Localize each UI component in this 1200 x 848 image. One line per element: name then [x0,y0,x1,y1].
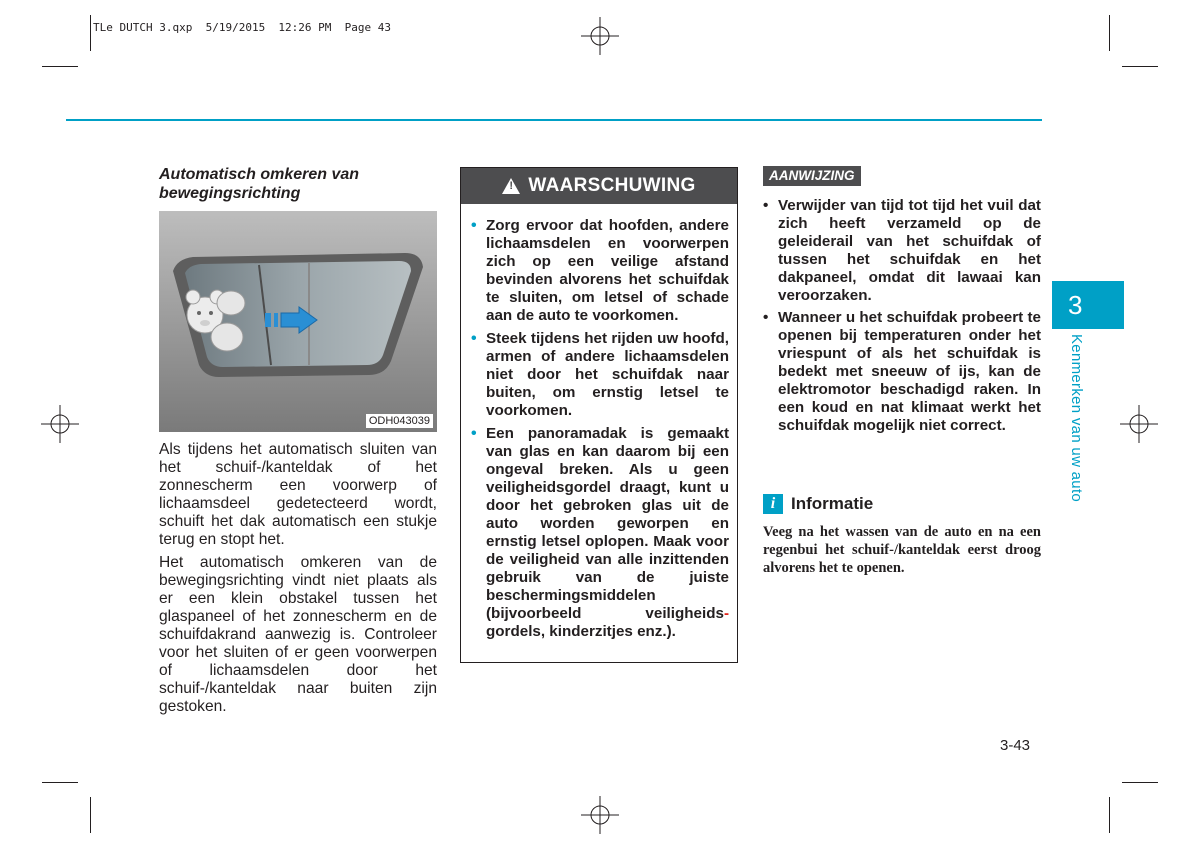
info-text: Veeg na het wassen van de auto en na een regenbui het schuif-/kanteldak eerst droog alvorens het te openen. [763,524,1041,576]
note-item: • Verwijder van tijd tot tijd het vuil dat zich heeft verzameld op de geleiderail van het schuifdak of tussen het schuifdak en het dakpaneel, omdat dit lawaai kan veroorzaken. [763,197,1041,305]
image-code: ODH043039 [366,414,433,428]
warning-list [461,204,737,641]
crop-mark [1122,782,1158,783]
sunroof-photo [159,211,437,432]
note-item: • Wanneer u het schuifdak probeert te openen bij temperaturen onder het vriespunt of als het schuifdak is bedekt met sneeuw of ijs, kan de elektromotor beschadigd raken. In een koud en nat klimaat werkt het schuifdak mogelijk niet correct. [763,309,1041,435]
warning-item: • Zorg ervoor dat hoofden, andere lichaamsdelen en voorwerpen zich op een veilige afstand bevinden alvorens het schuifdak te sluiten, om letsel of schade aan de auto te voorkomen. [469,217,729,325]
warning-title: WAARSCHUWING [528,175,696,196]
crop-mark [1109,797,1110,833]
registration-mark-icon [41,405,79,443]
chapter-number: 3 [1068,289,1083,320]
warning-box [460,167,738,663]
warning-triangle-icon: ! [502,178,520,194]
section-subtitle: Automatisch omkeren van bewegingsrichting [159,166,360,202]
note-label: AANWIJZING [763,166,861,186]
warning-header [461,168,737,204]
crop-mark [1122,66,1158,67]
print-slug: TLe DUTCH 3.qxp 5/19/2015 12:26 PM Page 43 [93,21,392,34]
chapter-label: Kenmerken van uw auto [1068,334,1085,503]
hyphen-mark: - [723,605,729,622]
note-list [763,197,1041,439]
info-header [763,494,873,514]
warning-item: • Een panoramadak is gemaakt van glas en kan daarom bij een ongeval breken. Als u geen veiligheidsgordel draagt, kunt u door het gebroken glas uit de auto worden geworpen en ernstig letsel oplopen. Maak voor de veiligheid van alle inzittenden gebruik van de juiste beschermingsmiddelen (bijvoorbeeld veiligheids- gordels, kinderzitjes enz.). [469,425,729,641]
chapter-tab [1052,281,1124,329]
crop-mark [90,797,91,833]
warning-item: • Steek tijdens het rijden uw hoofd, armen of andere lichaamsdelen niet door het schuifdak naar buiten, om ernstig letsel te voorkomen. [469,330,729,420]
sunroof-illustration [159,211,437,432]
info-icon: i [763,494,783,514]
crop-mark [1109,15,1110,51]
body-paragraph: Als tijdens het automatisch sluiten van het schuif-/kanteldak of het zonnescherm een voorwerp of lichaamsdeel gedetecteerd wordt, schuift het dak automatisch een stukje terug en stopt het. [159,441,437,548]
crop-mark [42,66,78,67]
page-number: 3-43 [1000,737,1031,754]
registration-mark-icon [581,796,619,834]
registration-mark-icon [581,17,619,55]
info-title: Informatie [791,494,874,513]
header-rule [66,119,1042,121]
crop-mark [42,782,78,783]
crop-mark [90,15,91,51]
registration-mark-icon [1120,405,1158,443]
body-paragraph: Het automatisch omkeren van de bewegingsrichting vindt niet plaats als er een klein obstakel tussen het glaspaneel of het zonnescherm en de schuifdakrand aanwezig is. Controleer voor het sluiten of er geen voorwerpen of lichaamsdelen door het schuif-/kanteldak naar buiten zijn gestoken. [159,554,437,715]
